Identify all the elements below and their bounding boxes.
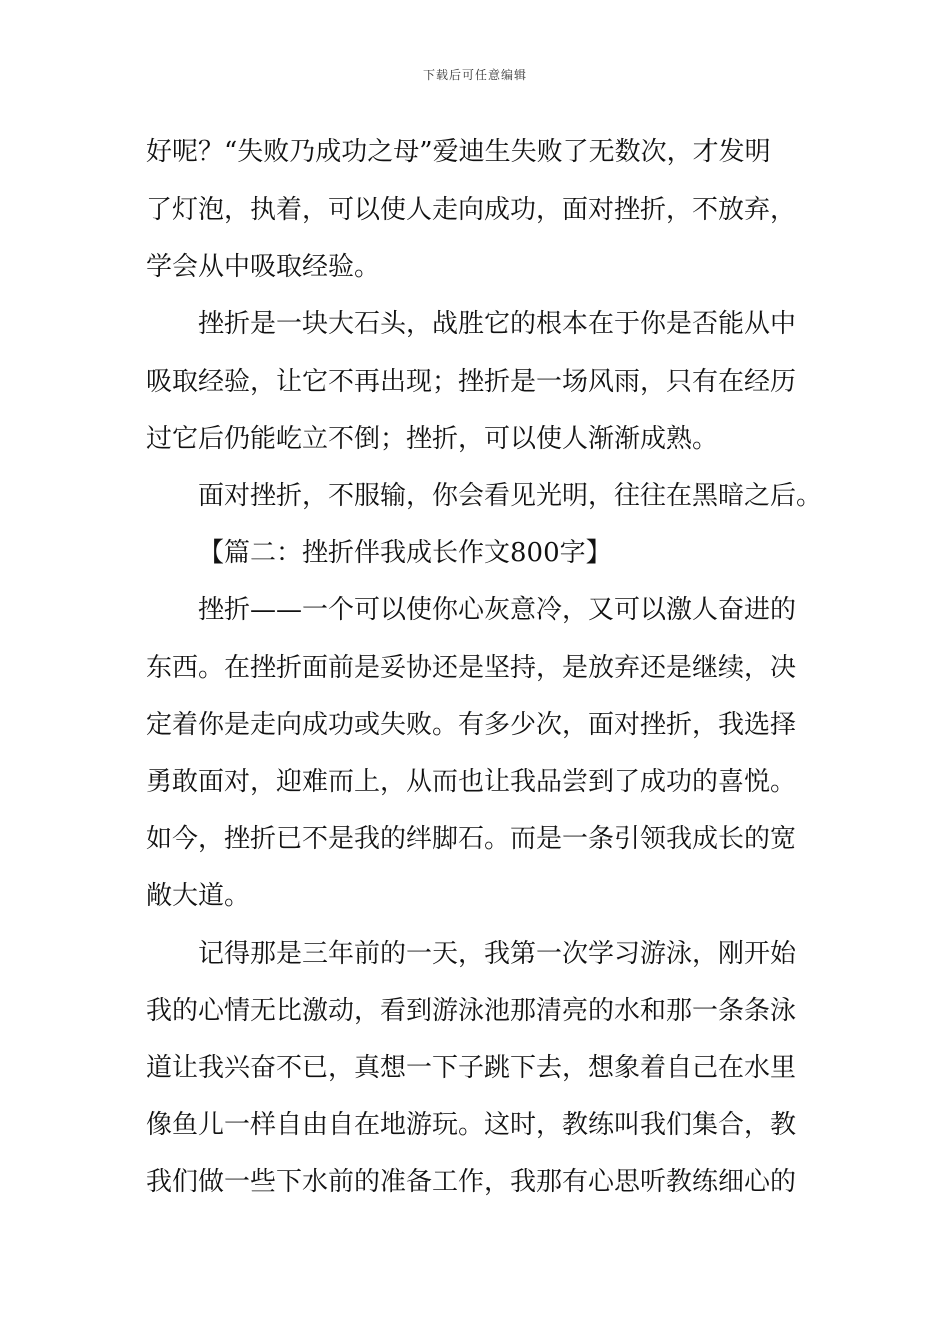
text-line: 记得那是三年前的一天，我第一次学习游泳，刚开始: [198, 939, 797, 969]
text-line: 挫折——一个可以使你心灰意冷，又可以激人奋进的: [198, 595, 797, 625]
text-line: 敞大道。: [146, 881, 251, 911]
section-heading: 【篇二：挫折伴我成长作文800字】: [198, 538, 612, 568]
text-line: 过它后仍能屹立不倒；挫折，可以使人渐渐成熟。: [146, 424, 719, 454]
text-line: 如今，挫折已不是我的绊脚石。而是一条引领我成长的宽: [146, 824, 797, 854]
text-line: 吸取经验，让它不再出现；挫折是一场风雨，只有在经历: [146, 367, 797, 397]
text-line: 我们做一些下水前的准备工作，我那有心思听教练细心的: [146, 1167, 797, 1197]
text-line: 勇敢面对，迎难而上，从而也让我品尝到了成功的喜悦。: [146, 767, 797, 797]
text-line: 学会从中吸取经验。: [146, 252, 381, 282]
text-line: 挫折是一块大石头，战胜它的根本在于你是否能从中: [198, 309, 797, 339]
text-line: 好呢？“失败乃成功之母”爱迪生失败了无数次，才发明: [146, 137, 771, 167]
text-line: 道让我兴奋不已，真想一下子跳下去，想象着自己在水里: [146, 1053, 797, 1083]
text-line: 东西。在挫折面前是妥协还是坚持，是放弃还是继续，决: [146, 653, 797, 683]
text-line: 定着你是走向成功或失败。有多少次，面对挫折，我选择: [146, 710, 797, 740]
text-line: 面对挫折，不服输，你会看见光明，往往在黑暗之后。: [198, 481, 823, 511]
text-line: 我的心情无比激动，看到游泳池那清亮的水和那一条条泳: [146, 996, 797, 1026]
text-line: 了灯泡，执着，可以使人走向成功，面对挫折，不放弃，: [146, 195, 797, 225]
page-header: 下载后可任意编辑: [422, 68, 527, 82]
text-line: 像鱼儿一样自由自在地游玩。这时，教练叫我们集合，教: [146, 1110, 797, 1140]
